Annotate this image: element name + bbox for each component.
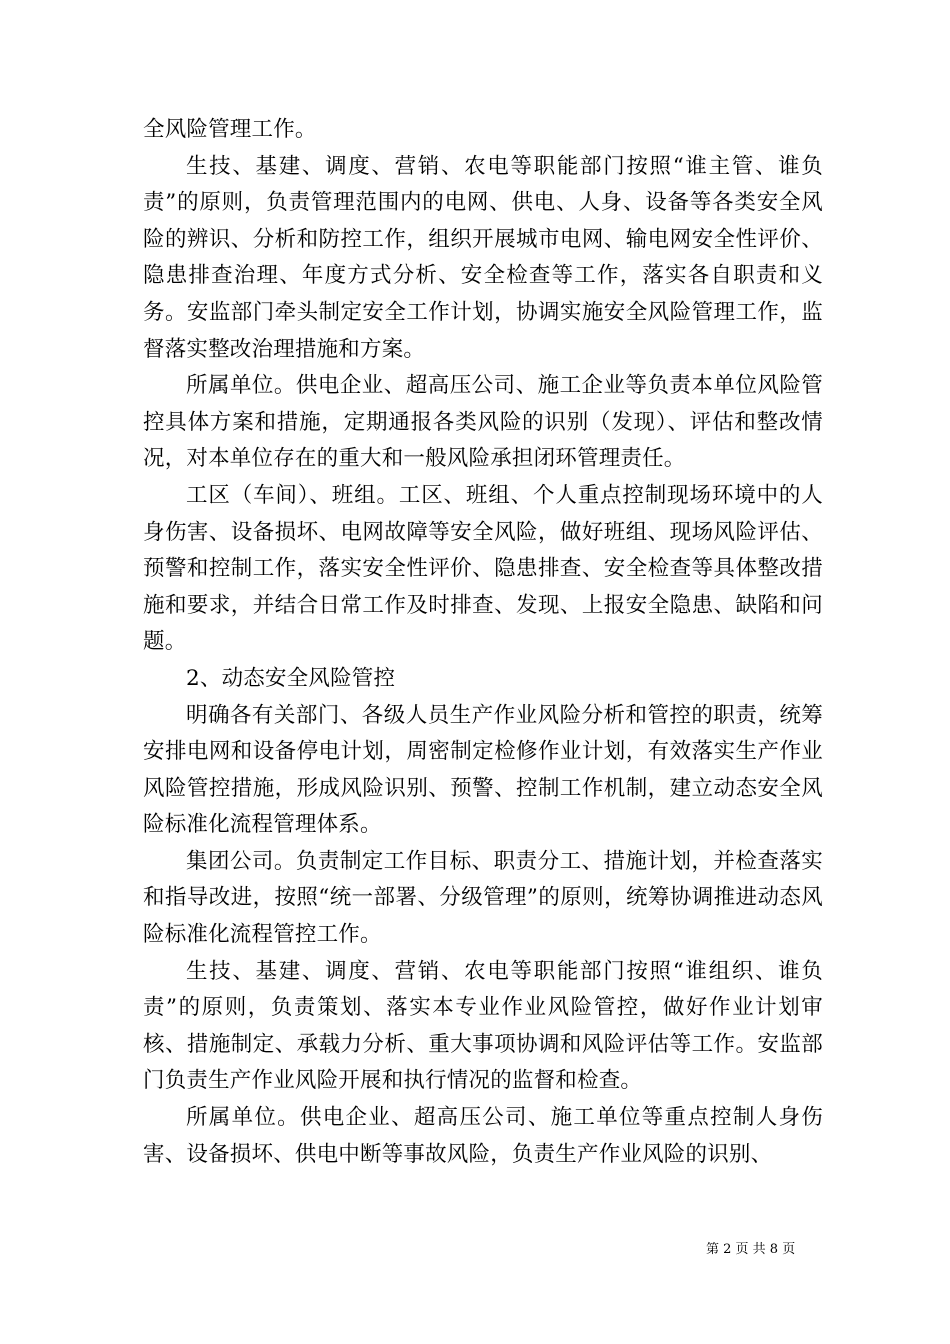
- paragraph-group-company: 集团公司。负责制定工作目标、职责分工、措施计划，并检查落实和指导改进，按照“统一部署、分级管理”的原则，统筹协调推进动态风险标准化流程管控工作。: [143, 848, 823, 948]
- paragraph-continuation: 全风险管理工作。: [143, 117, 317, 142]
- paragraph-subsidiary-units-2: 所属单位。供电企业、超高压公司、施工单位等重点控制人身伤害、设备损坏、供电中断等事故风险，负责生产作业风险的识别、: [143, 1105, 823, 1167]
- paragraph-functional-departments: 生技、基建、调度、营销、农电等职能部门按照“谁主管、谁负责”的原则，负责管理范围内的电网、供电、人身、设备等各类安全风险的辨识、分析和防控工作，组织开展城市电网、输电网安全性评价、隐患排查治理、年度方式分析、安全检查等工作，落实各自职责和义务。安监部门牵头制定安全工作计划，协调实施安全风险管理工作，监督落实整改治理措施和方案。: [143, 153, 823, 362]
- paragraph-subsidiary-units: 所属单位。供电企业、超高压公司、施工企业等负责本单位风险管控具体方案和措施，定期通报各类风险的识别（发现）、评估和整改情况，对本单位存在的重大和一般风险承担闭环管理责任。: [143, 373, 823, 472]
- paragraph-functional-departments-2: 生技、基建、调度、营销、农电等职能部门按照“谁组织、谁负责”的原则，负责策划、落实本专业作业风险管控，做好作业计划审核、措施制定、承载力分析、重大事项协调和风险评估等工作。安监部门负责生产作业风险开展和执行情况的监督和检查。: [143, 958, 823, 1094]
- section-heading-dynamic-risk-control: 2、动态安全风险管控: [186, 665, 396, 691]
- paragraph-dynamic-risk-overview: 明确各有关部门、各级人员生产作业风险分析和管控的职责，统筹安排电网和设备停电计划，周密制定检修作业计划，有效落实生产作业风险管控措施，形成风险识别、预警、控制工作机制，建立动态安全风险标准化流程管理体系。: [143, 702, 823, 838]
- document-body: [143, 112, 823, 1173]
- paragraph-workshops-teams: 工区（车间）、班组。工区、班组、个人重点控制现场环境中的人身伤害、设备损坏、电网故障等安全风险，做好班组、现场风险评估、预警和控制工作，落实安全性评价、隐患排查、安全检查等具体整改措施和要求，并结合日常工作及时排查、发现、上报安全隐患、缺陷和问题。: [143, 482, 823, 655]
- page-number-footer: 第 2 页 共 8 页: [706, 1242, 796, 1257]
